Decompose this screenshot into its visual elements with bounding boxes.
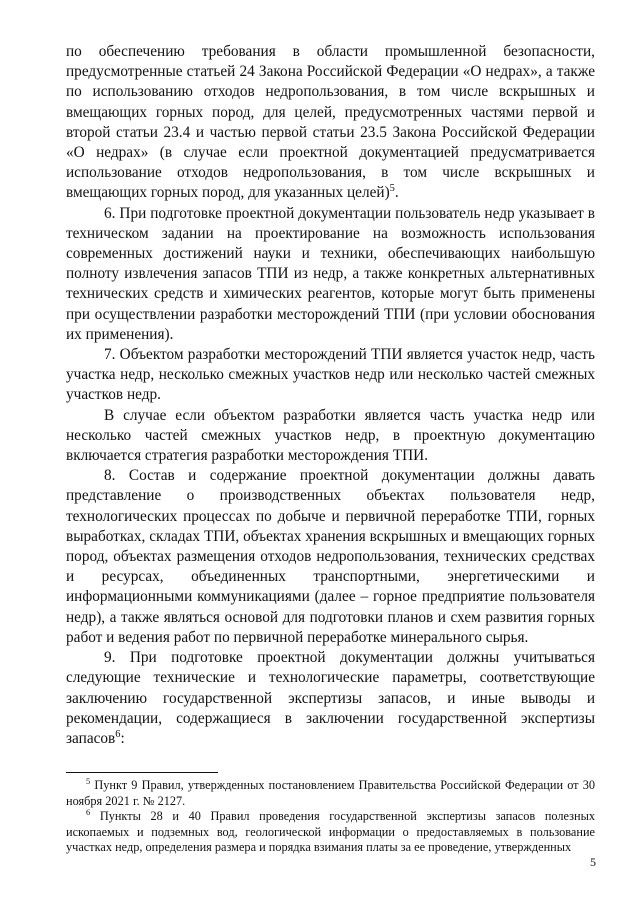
paragraph-7: 7. Объектом разработки месторождений ТПИ является участок недр, часть участка недр, несколько смежных участков недр или несколько частей смежных участков недр. [66,346,595,404]
paragraph-6: 6. При подготовке проектной документации пользователь недр указывает в техническом задании на проектирование на возможность использования современных достижений науки и техники, обеспечивающих наибольшую полноту извлечения запасов ТПИ из недр, а также конкретных альтернативных технических средств и химических реагентов, которые могут быть применены при осуществлении разработки месторождений ТПИ (при условии обоснования их применения). [66,204,595,343]
footnotes [66,778,595,856]
footnote-5: $^5$ Пункт 9 Правил, утвержденных постановлением Правительства Российской Федерации от 30 ноября 2021 г. № 2127. [66,776,596,808]
main-text [66,42,595,749]
paragraph-7-part: В случае если объектом разработки является часть участка недр или несколько частей смежных участков недр, в проектную документацию включается стратегия разработки месторождения ТПИ. [66,406,595,465]
footnote-separator [66,772,218,773]
footnote-6: $^6$ Пункты 28 и 40 Правил проведения государственной экспертизы запасов полезных ископаемых и подземных вод, геологической информации о предоставляемых в пользование участках недр, определения размера и порядка взимания платы за ее проведение, утвержденных [66,808,595,855]
paragraph-continuation: по обеспечению требования в области промышленной безопасности, предусмотренные статьей 24 Закона Российской Федерации «О недрах», а также по использованию отходов недропользования, в том числе вскрышных и вмещающих горных пород, для целей, предусмотренных частями первой и второй статьи 23.4 и частью первой статьи 23.5 Закона Российской Федерации «О недрах» (в случае если проектной документацией предусматривается использование отходов недропользования, в том числе вскрышных и вмещающих горных пород, для указанных целей)$^5$. [66,43,595,202]
footnote-ref-6: 6 [115,728,121,740]
page-number: 5 [590,855,596,869]
paragraph-8: 8. Состав и содержание проектной документации должны давать представление о производственных объектах пользователя недр, технологических процессах по добыче и первичной переработке ТПИ, горных выработках, складах ТПИ, объектах хранения вскрышных и вмещающих горных пород, объектах размещения отходов недропользования, технических средствах и ресурсах, объединенных транспортными, энергетическими и информационными коммуникациями (далее – горное предприятие пользователя недр), а также являться основой для подготовки планов и схем развития горных работ и ведения работ по первичной переработке минерального сырья. [66,467,595,646]
footnote-ref-5: 5 [389,183,395,195]
paragraph-9: 9. При подготовке проектной документации должны учитываться следующие технические и технологические параметры, соответствующие заключению государственной экспертизы запасов, и иные выводы и рекомендации, содержащиеся в заключении государственной экспертизы запасов$^6$: [66,649,595,747]
